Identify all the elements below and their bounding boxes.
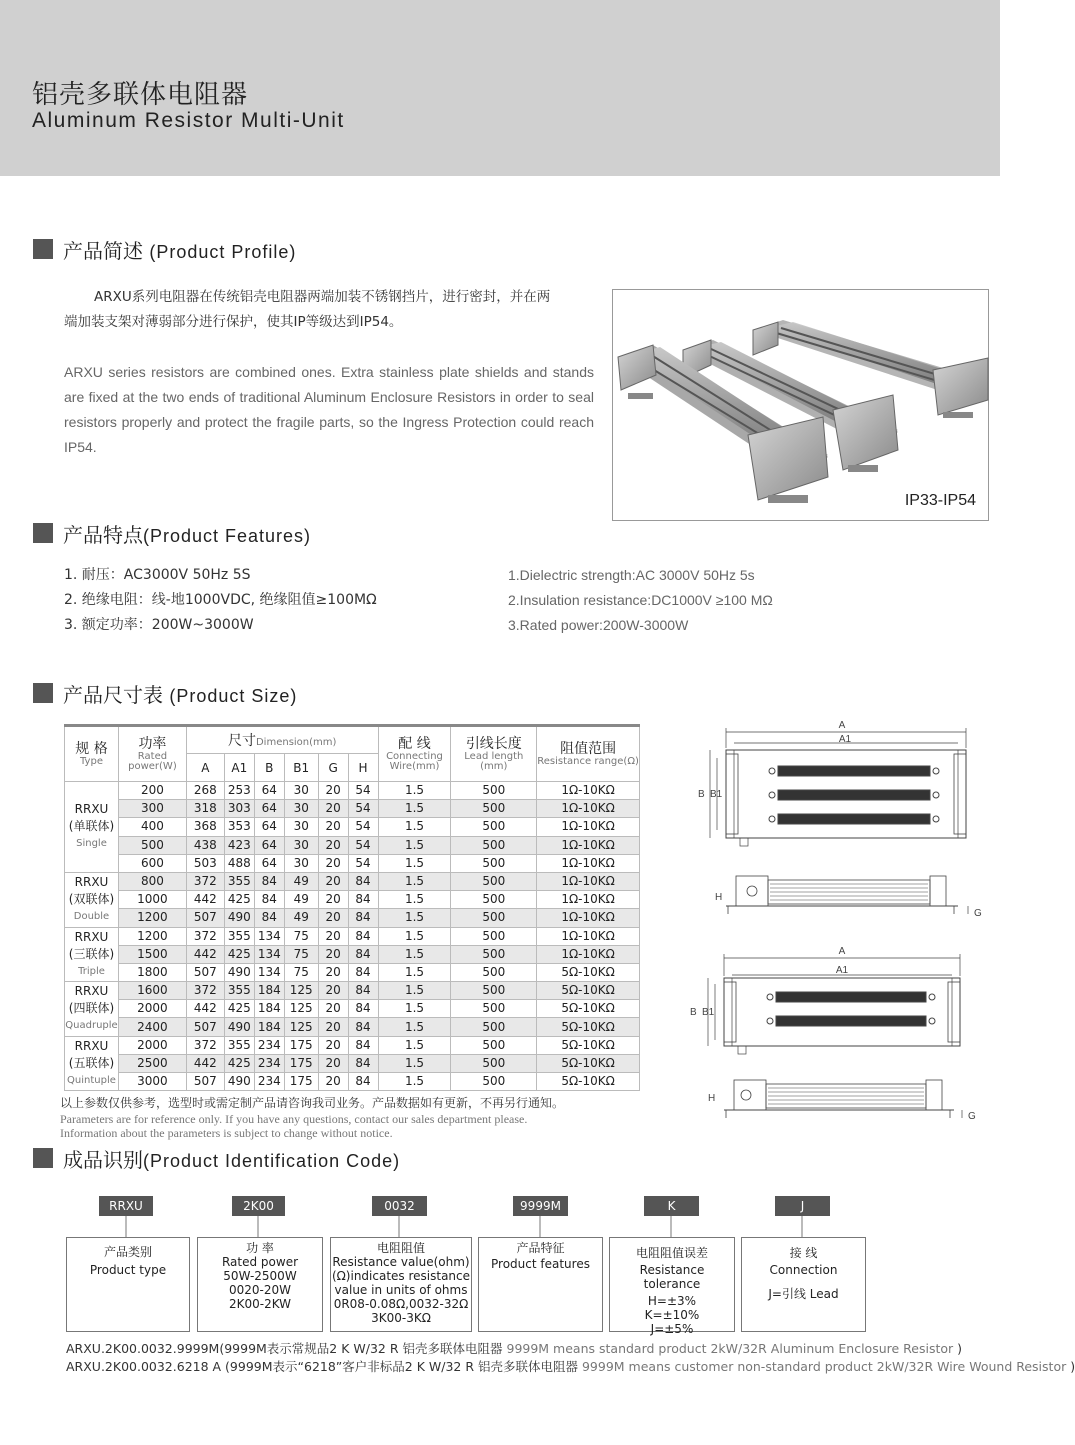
table-cell: 125: [284, 1018, 318, 1036]
label-h: H: [708, 1093, 716, 1104]
heading-cn: 产品简述: [63, 238, 143, 263]
table-cell: 500: [451, 872, 537, 890]
feature-item: 2.Insulation resistance:DC1000V ≥100 MΩ: [508, 592, 773, 608]
page-title-cn: 铝壳多联体电阻器: [32, 80, 249, 110]
table-cell: 20: [318, 854, 348, 872]
table-cell: 184: [254, 1018, 284, 1036]
table-cell: 2000: [118, 1036, 186, 1054]
table-row: [65, 854, 640, 872]
profile-text-cn-line1: ARXU系列电阻器在传统铝壳电阻器两端加装不锈钢挡片，进行密封，并在两: [94, 289, 551, 305]
code-box-tolerance: K: [644, 1196, 699, 1216]
table-cell: 490: [224, 1018, 254, 1036]
table-cell: 20: [318, 945, 348, 963]
group-label: RRXU (双联体) Double: [65, 872, 119, 927]
table-cell: 355: [224, 872, 254, 890]
heading-square-icon: [33, 683, 53, 703]
table-cell: 1800: [118, 963, 186, 981]
col-wire: 配 线 Connecting Wire(mm): [378, 726, 451, 782]
table-cell: 5Ω-10KΩ: [537, 963, 640, 981]
col-b: B: [254, 754, 284, 782]
table-cell: 1.5: [378, 1073, 451, 1091]
table-cell: 20: [318, 1073, 348, 1091]
drawing-side-view-2: [724, 1080, 962, 1118]
code-box-power: 2K00: [232, 1196, 285, 1216]
feature-item: 1.Dielectric strength:AC 3000V 50Hz 5s: [508, 567, 755, 583]
heading-en: (Product Profile): [149, 241, 297, 262]
table-row: [65, 818, 640, 836]
table-row: [65, 800, 640, 818]
table-cell: 20: [318, 818, 348, 836]
table-cell: 1200: [118, 909, 186, 927]
table-cell: 425: [224, 945, 254, 963]
table-cell: 500: [451, 982, 537, 1000]
table-cell: 1Ω-10KΩ: [537, 854, 640, 872]
table-cell: 1.5: [378, 800, 451, 818]
table-cell: 1.5: [378, 1018, 451, 1036]
table-cell: 20: [318, 836, 348, 854]
table-row: [65, 872, 640, 890]
col-power: 功率 Rated power(W): [118, 726, 186, 782]
table-cell: 20: [318, 982, 348, 1000]
table-cell: 503: [186, 854, 224, 872]
col-type: 规 格 Type: [65, 726, 119, 782]
label-a1: A1: [835, 965, 849, 976]
label-h: H: [715, 892, 723, 903]
table-cell: 500: [451, 963, 537, 981]
table-cell: 423: [224, 836, 254, 854]
table-cell: 500: [118, 836, 186, 854]
table-cell: 30: [284, 818, 318, 836]
table-cell: 84: [348, 1073, 378, 1091]
table-cell: 500: [451, 909, 537, 927]
table-cell: 500: [451, 836, 537, 854]
col-h: H: [348, 754, 378, 782]
group-label: RRXU (四联体) Quadruple: [65, 982, 119, 1037]
table-row: [65, 891, 640, 909]
table-row: [65, 1018, 640, 1036]
note-cn: 以上参数仅供参考，选型时或需定制产品请咨询我司业务。产品数据如有更新，不再另行通知。: [60, 1096, 565, 1110]
footer-example-1: ARXU.2K00.0032.9999M(9999M表示常规品2 K W/32 R 铝壳多联体电阻器 9999M means standard product 2kW/32R Aluminum Enclosure Resistor ): [66, 1341, 963, 1356]
table-cell: 3000: [118, 1073, 186, 1091]
table-cell: 372: [186, 982, 224, 1000]
table-cell: 507: [186, 963, 224, 981]
table-cell: 54: [348, 836, 378, 854]
table-cell: 253: [224, 782, 254, 800]
table-cell: 353: [224, 818, 254, 836]
ip-rating-label: IP33-IP54: [904, 492, 976, 509]
feature-item: 3.Rated power:200W-3000W: [508, 617, 689, 633]
table-cell: 1Ω-10KΩ: [537, 891, 640, 909]
table-cell: 1.5: [378, 1054, 451, 1072]
table-row: [65, 1036, 640, 1054]
label-b1: B1: [710, 789, 723, 800]
table-cell: 84: [348, 872, 378, 890]
group-label: RRXU (单联体) Single: [65, 782, 119, 873]
table-cell: 184: [254, 982, 284, 1000]
heading-en: (Product Features): [143, 525, 312, 546]
resistor-photo-illustration: [613, 290, 990, 522]
table-row: [65, 836, 640, 854]
table-cell: 490: [224, 1073, 254, 1091]
table-cell: 1.5: [378, 818, 451, 836]
table-row: [65, 927, 640, 945]
table-cell: 84: [348, 1054, 378, 1072]
col-a1: A1: [224, 754, 254, 782]
profile-text-cn-line2: 端加装支架对薄弱部分进行保护，使其IP等级达到IP54。: [64, 314, 403, 330]
footer-example-2: ARXU.2K00.0032.6218 A (9999M表示“6218”客户非标品2 K W/32 R 铝壳多联体电阻器 9999M means customer non-standard product 2kW/32R Wire Wound Resistor ): [66, 1359, 1075, 1374]
label-g: G: [968, 1111, 976, 1122]
table-cell: 303: [224, 800, 254, 818]
table-cell: 368: [186, 818, 224, 836]
table-cell: 500: [451, 927, 537, 945]
table-cell: 442: [186, 945, 224, 963]
feature-item: 1. 耐压：AC3000V 50Hz 5S: [64, 567, 251, 583]
profile-text-en: ARXU series resistors are combined ones. Extra stainless plate shields and stands are fixed at the two ends of traditional Aluminum Enclosure Resistors in order to seal resistors properly and protect the fragile parts, so the Ingress Protection could reach IP54.: [64, 364, 594, 455]
table-cell: 500: [451, 1000, 537, 1018]
table-cell: 200: [118, 782, 186, 800]
label-b: B: [690, 1007, 697, 1018]
table-cell: 1500: [118, 945, 186, 963]
drawing-top-view-1: [710, 728, 966, 846]
table-cell: 84: [348, 1000, 378, 1018]
dimension-drawings: [690, 718, 990, 1128]
table-cell: 84: [348, 891, 378, 909]
table-cell: 800: [118, 872, 186, 890]
table-cell: 184: [254, 1000, 284, 1018]
desc-box-type: 产品类别 Product type: [66, 1237, 190, 1332]
table-cell: 1Ω-10KΩ: [537, 909, 640, 927]
table-cell: 20: [318, 1054, 348, 1072]
table-cell: 1000: [118, 891, 186, 909]
table-cell: 1Ω-10KΩ: [537, 818, 640, 836]
table-row: [65, 1054, 640, 1072]
table-cell: 5Ω-10KΩ: [537, 1054, 640, 1072]
note-en-2: Information about the parameters is subject to change without notice.: [60, 1126, 393, 1140]
heading-cn: 产品特点: [63, 522, 143, 547]
table-cell: 234: [254, 1054, 284, 1072]
table-cell: 54: [348, 818, 378, 836]
table-cell: 442: [186, 1054, 224, 1072]
table-cell: 20: [318, 927, 348, 945]
table-cell: 5Ω-10KΩ: [537, 982, 640, 1000]
table-row: [65, 945, 640, 963]
table-cell: 5Ω-10KΩ: [537, 1073, 640, 1091]
table-cell: 300: [118, 800, 186, 818]
table-cell: 2400: [118, 1018, 186, 1036]
table-cell: 64: [254, 800, 284, 818]
table-cell: 490: [224, 963, 254, 981]
table-cell: 1Ω-10KΩ: [537, 800, 640, 818]
drawing-side-view-1: [726, 876, 968, 914]
label-b1: B1: [702, 1007, 715, 1018]
table-cell: 1Ω-10KΩ: [537, 945, 640, 963]
section-heading-ident: [33, 1145, 400, 1171]
table-cell: 20: [318, 1018, 348, 1036]
table-cell: 54: [348, 854, 378, 872]
table-cell: 54: [348, 782, 378, 800]
desc-box-connection: 接 线 Connection J=引线 Lead: [741, 1237, 866, 1332]
table-cell: 30: [284, 782, 318, 800]
table-cell: 84: [348, 945, 378, 963]
feature-item: 3. 额定功率：200W~3000W: [64, 617, 254, 633]
size-table-body: [65, 782, 640, 1091]
table-cell: 355: [224, 982, 254, 1000]
table-cell: 84: [254, 872, 284, 890]
table-cell: 49: [284, 872, 318, 890]
desc-box-features: 产品特征 Product features: [478, 1237, 603, 1332]
table-cell: 20: [318, 800, 348, 818]
table-cell: 5Ω-10KΩ: [537, 1036, 640, 1054]
table-cell: 1.5: [378, 963, 451, 981]
col-dimension: 尺寸Dimension(mm): [186, 726, 378, 754]
table-cell: 175: [284, 1073, 318, 1091]
group-label: RRXU (五联体) Quintuple: [65, 1036, 119, 1091]
table-cell: 500: [451, 891, 537, 909]
table-cell: 5Ω-10KΩ: [537, 1000, 640, 1018]
table-row: [65, 1073, 640, 1091]
features-list-en: [508, 563, 773, 638]
table-cell: 75: [284, 945, 318, 963]
heading-en: (Product Identification Code): [143, 1150, 401, 1171]
table-cell: 500: [451, 818, 537, 836]
table-cell: 175: [284, 1036, 318, 1054]
label-a: A: [838, 946, 846, 957]
table-cell: 20: [318, 909, 348, 927]
table-row: [65, 909, 640, 927]
table-cell: 234: [254, 1036, 284, 1054]
heading-square-icon: [33, 239, 53, 259]
section-heading-features: [33, 520, 311, 546]
page-header: [0, 0, 1000, 176]
size-table: [64, 724, 640, 1091]
table-cell: 84: [348, 963, 378, 981]
table-cell: 1.5: [378, 909, 451, 927]
code-box-type: RRXU: [99, 1196, 153, 1216]
table-cell: 1Ω-10KΩ: [537, 872, 640, 890]
table-cell: 500: [451, 1018, 537, 1036]
table-cell: 372: [186, 927, 224, 945]
table-cell: 1Ω-10KΩ: [537, 782, 640, 800]
table-row: [65, 1000, 640, 1018]
table-cell: 1.5: [378, 927, 451, 945]
table-cell: 49: [284, 891, 318, 909]
table-cell: 1.5: [378, 891, 451, 909]
table-cell: 600: [118, 854, 186, 872]
table-cell: 425: [224, 891, 254, 909]
page-title-en: Aluminum Resistor Multi-Unit: [32, 109, 345, 132]
table-cell: 84: [348, 1036, 378, 1054]
table-cell: 438: [186, 836, 224, 854]
code-box-resistance: 0032: [372, 1196, 427, 1216]
feature-item: 2. 绝缘电阻：线-地1000VDC, 绝缘阻值≥100MΩ: [64, 592, 377, 608]
table-cell: 20: [318, 1036, 348, 1054]
desc-box-tolerance: 电阻阻值误差 Resistance tolerance H=±3% K=±10% J=±5%: [609, 1237, 735, 1332]
code-box-connection: J: [775, 1196, 830, 1216]
table-cell: 490: [224, 909, 254, 927]
table-cell: 1.5: [378, 945, 451, 963]
table-row: [65, 982, 640, 1000]
table-cell: 20: [318, 1000, 348, 1018]
table-cell: 425: [224, 1000, 254, 1018]
table-cell: 1600: [118, 982, 186, 1000]
table-cell: 20: [318, 872, 348, 890]
col-lead: 引线长度 Lead length (mm): [451, 726, 537, 782]
table-cell: 1.5: [378, 1000, 451, 1018]
heading-en: (Product Size): [169, 685, 298, 706]
label-a1: A1: [838, 734, 852, 745]
table-cell: 49: [284, 909, 318, 927]
table-cell: 20: [318, 891, 348, 909]
table-cell: 400: [118, 818, 186, 836]
table-cell: 64: [254, 782, 284, 800]
table-cell: 64: [254, 818, 284, 836]
note-en-1: Parameters are for reference only. If you have any questions, contact our sales department please.: [60, 1112, 528, 1126]
col-range: 阻值范围 Resistance range(Ω): [537, 726, 640, 782]
table-cell: 75: [284, 963, 318, 981]
table-cell: 1.5: [378, 1036, 451, 1054]
col-g: G: [318, 754, 348, 782]
table-cell: 2000: [118, 1000, 186, 1018]
table-cell: 1.5: [378, 836, 451, 854]
section-heading-size: [33, 680, 297, 706]
table-cell: 500: [451, 1054, 537, 1072]
table-cell: 30: [284, 854, 318, 872]
table-cell: 425: [224, 1054, 254, 1072]
table-cell: 1.5: [378, 782, 451, 800]
table-cell: 30: [284, 800, 318, 818]
table-cell: 20: [318, 782, 348, 800]
table-cell: 30: [284, 836, 318, 854]
table-cell: 500: [451, 1036, 537, 1054]
col-b1: B1: [284, 754, 318, 782]
table-row: [65, 963, 640, 981]
table-cell: 1Ω-10KΩ: [537, 836, 640, 854]
table-cell: 54: [348, 800, 378, 818]
table-cell: 488: [224, 854, 254, 872]
profile-text-cn: [64, 285, 594, 335]
table-cell: 125: [284, 1000, 318, 1018]
table-cell: 318: [186, 800, 224, 818]
code-box-features: 9999M: [513, 1196, 568, 1216]
table-cell: 1200: [118, 927, 186, 945]
heading-square-icon: [33, 1148, 53, 1168]
heading-cn: 产品尺寸表: [63, 682, 163, 707]
table-cell: 1.5: [378, 854, 451, 872]
desc-box-resistance: 电阻阻值 Resistance value(ohm) (Ω)indicates resistance value in units of ohms 0R08-0.08Ω,0032-32Ω 3K00-3KΩ: [330, 1237, 472, 1332]
features-list-cn: [64, 563, 377, 638]
table-cell: 442: [186, 1000, 224, 1018]
label-g: G: [974, 908, 982, 919]
table-cell: 134: [254, 963, 284, 981]
label-b: B: [698, 789, 705, 800]
table-cell: 84: [348, 982, 378, 1000]
table-cell: 355: [224, 1036, 254, 1054]
table-cell: 1Ω-10KΩ: [537, 927, 640, 945]
table-cell: 507: [186, 909, 224, 927]
drawing-top-view-2: [708, 954, 960, 1054]
table-cell: 442: [186, 891, 224, 909]
group-label: RRXU (三联体) Triple: [65, 927, 119, 982]
table-cell: 64: [254, 854, 284, 872]
table-cell: 355: [224, 927, 254, 945]
table-cell: 125: [284, 982, 318, 1000]
table-cell: 500: [451, 945, 537, 963]
table-row: [65, 782, 640, 800]
heading-cn: 成品识别: [63, 1147, 143, 1172]
table-cell: 84: [348, 927, 378, 945]
table-cell: 500: [451, 854, 537, 872]
table-cell: 84: [254, 891, 284, 909]
table-cell: 5Ω-10KΩ: [537, 1018, 640, 1036]
table-cell: 1.5: [378, 982, 451, 1000]
table-cell: 84: [348, 909, 378, 927]
table-cell: 372: [186, 1036, 224, 1054]
table-cell: 500: [451, 782, 537, 800]
table-cell: 372: [186, 872, 224, 890]
col-a: A: [186, 754, 224, 782]
table-cell: 507: [186, 1073, 224, 1091]
table-cell: 84: [348, 1018, 378, 1036]
heading-square-icon: [33, 523, 53, 543]
label-a: A: [838, 720, 846, 731]
table-cell: 134: [254, 945, 284, 963]
product-photo: [612, 289, 989, 521]
table-cell: 134: [254, 927, 284, 945]
table-cell: 500: [451, 800, 537, 818]
table-cell: 507: [186, 1018, 224, 1036]
desc-box-power: 功 率 Rated power 50W-2500W 0020-20W 2K00-2KW: [197, 1237, 323, 1332]
table-cell: 20: [318, 963, 348, 981]
table-cell: 2500: [118, 1054, 186, 1072]
table-cell: 268: [186, 782, 224, 800]
table-cell: 500: [451, 1073, 537, 1091]
table-cell: 64: [254, 836, 284, 854]
table-cell: 234: [254, 1073, 284, 1091]
table-cell: 1.5: [378, 872, 451, 890]
table-cell: 84: [254, 909, 284, 927]
table-cell: 175: [284, 1054, 318, 1072]
table-cell: 75: [284, 927, 318, 945]
section-heading-profile: [33, 236, 296, 262]
